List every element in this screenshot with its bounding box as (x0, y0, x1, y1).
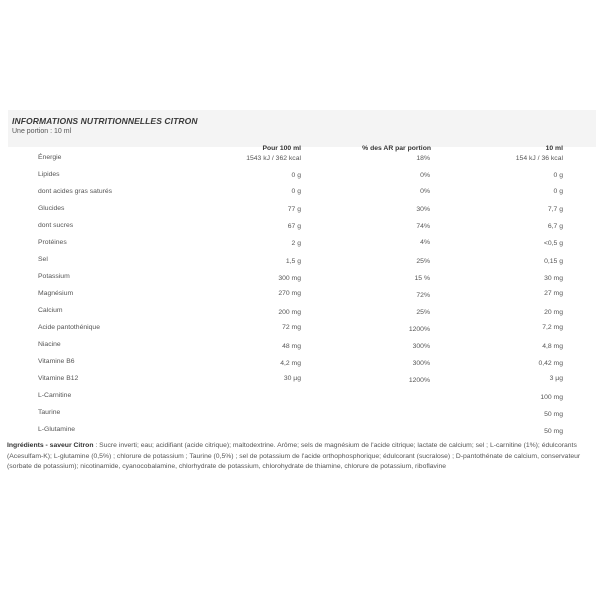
nutrient-name: dont sucres (38, 222, 74, 229)
value-ar-percent: 300% (412, 360, 430, 367)
ingredients-label: Ingrédients - saveur Citron (7, 442, 94, 449)
value-per-portion: 0,15 g (544, 258, 563, 265)
nutrition-row (0, 341, 600, 358)
value-per-portion: 100 mg (540, 394, 563, 401)
nutrition-row (0, 171, 600, 188)
nutrient-name: L-Glutamine (38, 426, 76, 433)
value-per-100ml: 1,5 g (285, 258, 301, 265)
nutrient-name: Glucides (38, 205, 65, 212)
value-per-portion: 6,7 g (547, 223, 563, 230)
value-per-portion: 3 µg (549, 375, 563, 382)
nutrient-name: Acide pantothénique (38, 324, 100, 331)
nutrient-name: Calcium (38, 307, 63, 314)
value-ar-percent: 0% (420, 188, 430, 195)
value-ar-percent: 30% (416, 206, 430, 213)
nutrition-row (0, 222, 600, 239)
nutrient-name: Magnésium (38, 290, 74, 297)
value-per-100ml: 0 g (291, 172, 301, 179)
value-per-100ml: 4,2 mg (280, 360, 301, 367)
nutrition-row (0, 324, 600, 341)
value-per-100ml: 48 mg (282, 343, 301, 350)
value-per-100ml: 300 mg (278, 275, 301, 282)
nutrition-row (0, 290, 600, 307)
value-ar-percent: 18% (416, 155, 430, 162)
nutrient-name: Lipides (38, 171, 60, 178)
value-per-100ml: 2 g (291, 240, 301, 247)
value-ar-percent: 1200% (408, 326, 430, 333)
nutrition-row (0, 392, 600, 409)
nutrient-name: L-Carnitine (38, 392, 72, 399)
value-per-portion: 20 mg (544, 309, 563, 316)
column-header-per-100ml: Pour 100 ml (262, 145, 301, 152)
value-per-100ml: 200 mg (278, 309, 301, 316)
nutrition-row (0, 273, 600, 290)
value-per-portion: 50 mg (544, 428, 563, 435)
value-ar-percent: 72% (416, 292, 430, 299)
value-per-portion: <0,5 g (543, 240, 563, 247)
nutrient-name: Sel (38, 256, 48, 263)
nutrient-name: Énergie (38, 154, 62, 161)
nutrition-row (0, 205, 600, 222)
nutrition-title: INFORMATIONS NUTRITIONNELLES CITRON (12, 116, 198, 126)
value-per-100ml: 30 µg (283, 375, 301, 382)
nutrition-row (0, 239, 600, 256)
nutrient-name: Vitamine B6 (38, 358, 75, 365)
value-per-portion: 7,2 mg (542, 324, 563, 331)
value-per-100ml: 270 mg (278, 290, 301, 297)
nutrient-name: Vitamine B12 (38, 375, 79, 382)
value-per-portion: 0 g (553, 172, 563, 179)
nutrition-row (0, 256, 600, 273)
value-ar-percent: 1200% (408, 377, 430, 384)
value-per-portion: 4,8 mg (542, 343, 563, 350)
value-per-portion: 7,7 g (547, 206, 563, 213)
portion-subtitle: Une portion : 10 ml (12, 128, 72, 135)
value-per-portion: 50 mg (544, 411, 563, 418)
nutrition-row (0, 307, 600, 324)
value-ar-percent: 15 % (414, 275, 430, 282)
value-ar-percent: 25% (416, 258, 430, 265)
value-ar-percent: 25% (416, 309, 430, 316)
value-per-portion: 0,42 mg (538, 360, 563, 367)
nutrient-name: Niacine (38, 341, 61, 348)
value-per-portion: 30 mg (544, 275, 563, 282)
value-per-100ml: 77 g (287, 206, 301, 213)
value-ar-percent: 74% (416, 223, 430, 230)
nutrition-row (0, 154, 600, 171)
value-per-100ml: 1543 kJ / 362 kcal (246, 155, 301, 162)
value-ar-percent: 4% (420, 239, 430, 246)
value-per-100ml: 67 g (287, 223, 301, 230)
nutrition-row (0, 409, 600, 426)
value-per-100ml: 0 g (291, 188, 301, 195)
nutrition-row (0, 358, 600, 375)
value-per-100ml: 72 mg (282, 324, 301, 331)
value-ar-percent: 300% (412, 343, 430, 350)
column-header-ar-percent: % des AR par portion (362, 145, 431, 152)
nutrition-row (0, 375, 600, 392)
nutrient-name: Taurine (38, 409, 61, 416)
nutrient-name: Protéines (38, 239, 67, 246)
ingredients-paragraph (7, 441, 595, 473)
nutrient-name: dont acides gras saturés (38, 188, 113, 195)
ingredients-text: : Sucre inverti; eau; acidifiant (acide citrique); maltodextrine. Arôme; sels de magnésium de l'acide citrique; lactate de calcium; sel ; L-carnitine (1%); édulcorants (Acesulfam-K); L-glutamine (0,5%) ; chlorure de potassium ; Taurine (0,5%) ; sel de potassium de l'acide orthophosphorique; édulcorant (sucralose) ; D-pantothénate de calcium, conservateur (sorbate de potassium); nicotinamide, cyanocobalamine, chlorhydrate de potassium, chlorohydrate de thiamine, chlorure de potassium, riboflavine (7, 442, 581, 471)
value-per-portion: 154 kJ / 36 kcal (515, 155, 563, 162)
value-per-portion: 27 mg (544, 290, 563, 297)
nutrition-row (0, 188, 600, 205)
value-ar-percent: 0% (420, 172, 430, 179)
value-per-portion: 0 g (553, 188, 563, 195)
column-header-per-portion: 10 ml (545, 145, 563, 152)
nutrient-name: Potassium (38, 273, 70, 280)
